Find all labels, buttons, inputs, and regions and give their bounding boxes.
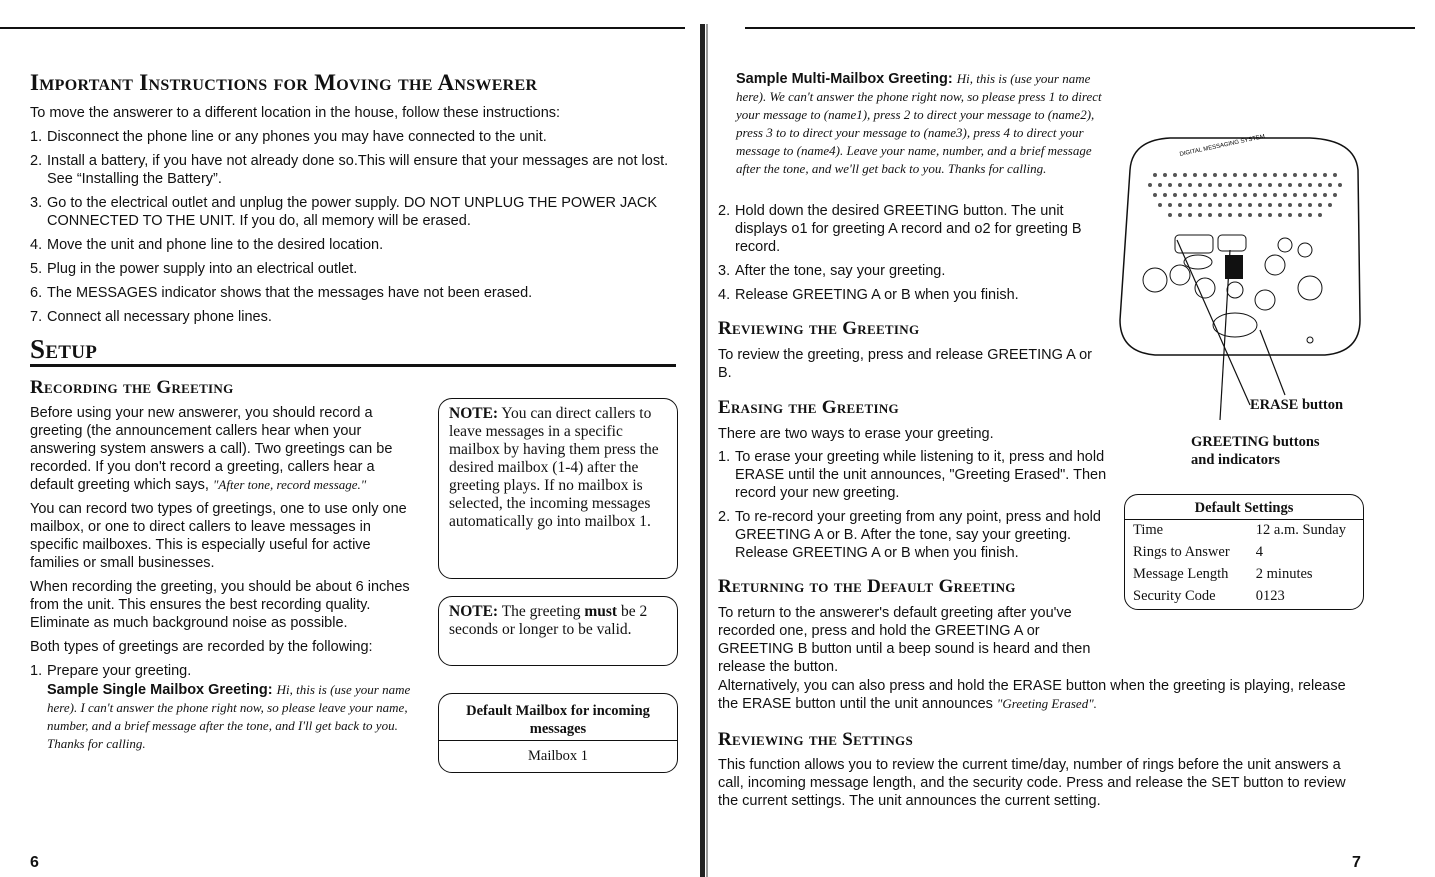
- erase-button-label: ERASE button: [1250, 397, 1344, 413]
- setup-rule: [30, 364, 676, 367]
- moving-step: 4. Move the unit and phone line to the desired location.: [30, 237, 384, 253]
- greeting-step: 3. After the tone, say your greeting.: [718, 263, 946, 279]
- recording-title: Recording the Greeting: [30, 377, 234, 398]
- default-mailbox-title: Default Mailbox for incoming messages: [439, 694, 677, 741]
- setup-title: Setup: [30, 334, 98, 364]
- table-row: Time 12 a.m. Sunday: [1133, 522, 1346, 538]
- sample-multi-text: Hi, this is (use your name here). We can't answer the phone right now, so please press 1 to direct your message to (name1), press 2 to direct your message to (name2), press 3 to to direct your message to (name3), press 4 to direct your message to (name4). Leave your name, number, and a brief message after the tone, and we'll get back to you. Thanks for calling.: [736, 71, 1102, 176]
- moving-intro: To move the answerer to a different location in the house, follow these instructions:: [30, 105, 561, 121]
- returning-text: To return to the answerer's default greeting after you've recorded one, press and hold the GREETING A or GREETING B button until a beep sound is heard and then release the button.: [718, 605, 1091, 675]
- note-direct-callers: NOTE: You can direct callers to leave messages in a specific mailbox by having them press the desired mailbox (1-4) after the greeting plays. If no mailbox is selected, the incoming messages automatically go into mailbox 1.: [438, 398, 678, 579]
- erasing-step: 2. To re-record your greeting from any point, press and hold GREETING A or B. After the tone, say your greeting. Release GREETING A or B when you finish.: [718, 509, 1101, 561]
- moving-steps: [30, 128, 675, 332]
- top-rule-right: [745, 27, 1415, 29]
- erasing-intro: There are two ways to erase your greeting.: [718, 426, 994, 442]
- recording-paragraph: You can record two types of greetings, one to use only one mailbox, or one to direct callers to leave messages in specific mailboxes. This is especially useful for active families or small businesses.: [30, 501, 407, 571]
- default-mailbox-box: [438, 693, 678, 773]
- page-number-right: 7: [1352, 854, 1361, 871]
- moving-step: 6. The MESSAGES indicator shows that the messages have not been erased.: [30, 285, 533, 301]
- moving-step: 5. Plug in the power supply into an electrical outlet.: [30, 261, 358, 277]
- moving-step: 3. Go to the electrical outlet and unplug the power supply. DO NOT UNPLUG THE POWER JACK CONNECTED TO THE UNIT. If you do, all memory will be erased.: [30, 195, 658, 229]
- table-row: Rings to Answer 4: [1133, 544, 1264, 560]
- recording-paragraph: Before using your new answerer, you should record a greeting (the announcement callers hear when your answering system answers a call). Two greetings can be recorded. If you don't record a greeting, callers hear a default greeting which says, "After tone, record message.": [30, 405, 393, 493]
- erasing-title: Erasing the Greeting: [718, 397, 899, 418]
- default-settings-title: Default Settings: [1125, 495, 1363, 520]
- moving-title: Important Instructions for Moving the Answerer: [30, 70, 538, 95]
- recording-step-1: 1. Prepare your greeting. Sample Single Mailbox Greeting: Hi, this is (use your name here). I can't answer the phone right now, so please leave your name, number, and a brief message after the tone, and I'll get back to you. Thanks for calling.: [30, 663, 411, 751]
- page-number-left: 6: [30, 854, 39, 871]
- greeting-buttons-label: GREETING buttons and indicators: [1191, 434, 1320, 468]
- erasing-steps: [718, 448, 1110, 568]
- sample-single-label: Sample Single Mailbox Greeting:: [47, 682, 273, 698]
- moving-step: 7. Connect all necessary phone lines.: [30, 309, 272, 325]
- greeting-steps: [718, 202, 1113, 310]
- greeting-step: 2. Hold down the desired GREETING button. The unit displays o1 for greeting A record and o2 for greeting B record.: [718, 203, 1082, 255]
- page-spine: [700, 24, 705, 877]
- default-message-quote: "After tone, record message.": [212, 477, 367, 492]
- sample-multi: [736, 70, 1116, 178]
- default-mailbox-value: Mailbox 1: [527, 748, 588, 764]
- moving-step: 1. Disconnect the phone line or any phones you may have connected to the unit.: [30, 129, 547, 145]
- reviewing-greeting-text: To review the greeting, press and release GREETING A or B.: [718, 347, 1092, 381]
- recording-paragraph: Both types of greetings are recorded by the following:: [30, 639, 373, 655]
- note-greeting-length: NOTE: The greeting must be 2 seconds or longer to be valid.: [438, 596, 678, 666]
- answering-machine-illustration: [1110, 130, 1370, 420]
- reviewing-greeting-title: Reviewing the Greeting: [718, 318, 920, 339]
- sample-single-text: Hi, this is (use your name here). I can't answer the phone right now, so please leave your name, number, and a brief message after the tone, and I'll get back to you. Thanks for calling.: [47, 682, 411, 751]
- table-row: Message Length 2 minutes: [1133, 566, 1313, 582]
- returning-title: Returning to the Default Greeting: [718, 576, 1016, 597]
- reviewing-settings-title: Reviewing the Settings: [718, 729, 913, 750]
- page-spine-shadow: [706, 24, 708, 877]
- sample-multi-label: Sample Multi-Mailbox Greeting:: [736, 71, 953, 87]
- default-settings-table: [1125, 520, 1363, 608]
- device-brand-text: DIGITAL MESSAGING SYSTEM: [1179, 133, 1266, 158]
- top-rule-left: [0, 27, 685, 29]
- alternatively-text: Alternatively, you can also press and hold the ERASE button when the greeting is playing, release the ERASE button until the unit announces "Greeting Erased".: [718, 678, 1346, 712]
- default-settings-box: [1124, 494, 1364, 610]
- moving-step: 2. Install a battery, if you have not already done so.This will ensure that your messages are not lost. See “Installing the Battery”.: [30, 153, 669, 187]
- recording-paragraph: When recording the greeting, you should be about 6 inches from the unit. This ensures the best recording quality. Eliminate as much background noise as possible.: [30, 579, 410, 631]
- recording-body: [30, 404, 422, 753]
- reviewing-settings-text: This function allows you to review the current time/day, number of rings before the unit answers a call, incoming message length, and the security code. Press and release the SET button to review the current settings. The unit announces the current setting.: [718, 757, 1346, 809]
- erasing-step: 1. To erase your greeting while listening to it, press and hold ERASE until the unit announces, "Greeting Erased". Then record your new greeting.: [718, 449, 1107, 501]
- greeting-step: 4. Release GREETING A or B when you finish.: [718, 287, 1019, 303]
- table-row: Security Code 0123: [1133, 588, 1285, 604]
